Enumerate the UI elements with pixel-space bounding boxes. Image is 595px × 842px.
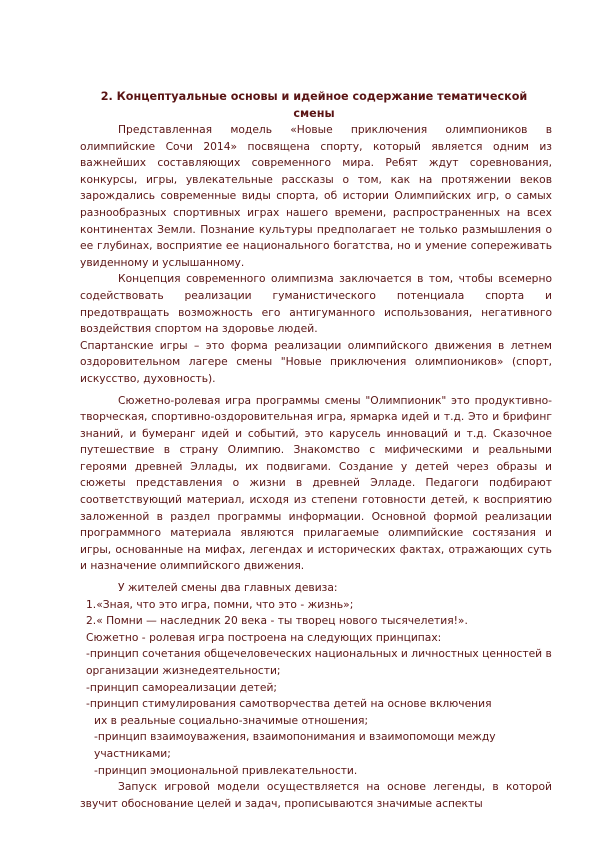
section-heading: 2. Концептуальные основы и идейное содержание тематической смены xyxy=(100,90,528,120)
paragraph-closing: Запуск игровой модели осуществляется на основе легенды, в которой звучит обоснование целей и задач, прописываются значимые аспекты xyxy=(80,780,552,810)
paragraph-intro: Представленная модель «Новые приключения олимпиоников в олимпийские Сочи 2014» посвящена спорту, который является одним из важнейших составляющих современного мира. Ребят ждут соревнования, конкурсы, игры, увлекательные рассказы о том, как на протяжении веков зарождались современные виды спорта, об истории Олимпийских игр, о самых разнообразных спортивных играх нашего времени, распространенных на всех континентах Земли. Познание культуры предполагает не только размышления о ее глубинах, восприятие ее национального богатства, но и умение сопереживать увиденному и услышанному. xyxy=(80,123,552,269)
paragraph-concept: Концепция современного олимпизма заключается в том, чтобы всемерно содействовать реализации гуманистического потенциала спорта и предотвращать возможность его антигуманного использования, негативного воздействия спортом на здоровье людей. xyxy=(80,272,552,336)
motto-item: 1.«Зная, что это игра, помни, что это - жизнь»; xyxy=(86,597,354,611)
principle-item: -принцип взаимоуважения, взаимопонимания и взаимопомощи между участниками; xyxy=(94,730,496,760)
motto-item: 2.« Помни — наследник 20 века - ты творец нового тысячелетия!». xyxy=(86,614,468,628)
principle-item: -принцип самореализации детей; xyxy=(86,680,277,694)
paragraph-spartan-games: Спартанские игры – это форма реализации олимпийского движения в летнем оздоровительном лагере смены "Новые приключения олимпиоников» (спорт, искусство, духовность). xyxy=(80,338,552,385)
principle-item: -принцип эмоциональной привлекательности. xyxy=(94,763,358,777)
principle-item: -принцип сочетания общечеловеческих национальных и личностных ценностей в организации жизнедеятельности; xyxy=(86,647,552,677)
principles-intro: Сюжетно - ролевая игра построена на следующих принципах: xyxy=(86,630,442,644)
principle-item-continuation: их в реальные социально-значимые отношения; xyxy=(94,713,369,727)
paragraph-mottos-intro: У жителей смены два главных девиза: xyxy=(118,581,338,595)
paragraph-role-game: Сюжетно-ролевая игра программы смены "Олимпионик" это продуктивно- творческая, спортивно-оздоровительная игра, ярмарка идей и т.д. Это и брифинг знаний, и бумеранг идей и событий, это карусель инноваций и т.д. Сказочное путешествие в страну Олимпию. Знакомство с мифическими и реальными героями древней Эллады, их подвигами. Создание у детей через образы и сюжеты представления о жизни в древней Элладе. Педагоги подбирают соответствующий материал, исходя из степени готовности детей, к восприятию заложенной в раздел программы информации. Основной формой реализации программного материала являются прилагаемые олимпийские состязания и игры, основанные на мифах, легендах и исторических фактах, отражающих суть и назначение олимпийского движения. xyxy=(80,393,552,573)
document-body xyxy=(80,122,552,812)
principle-item: -принцип стимулирования самотворчества детей на основе включения xyxy=(86,697,492,711)
